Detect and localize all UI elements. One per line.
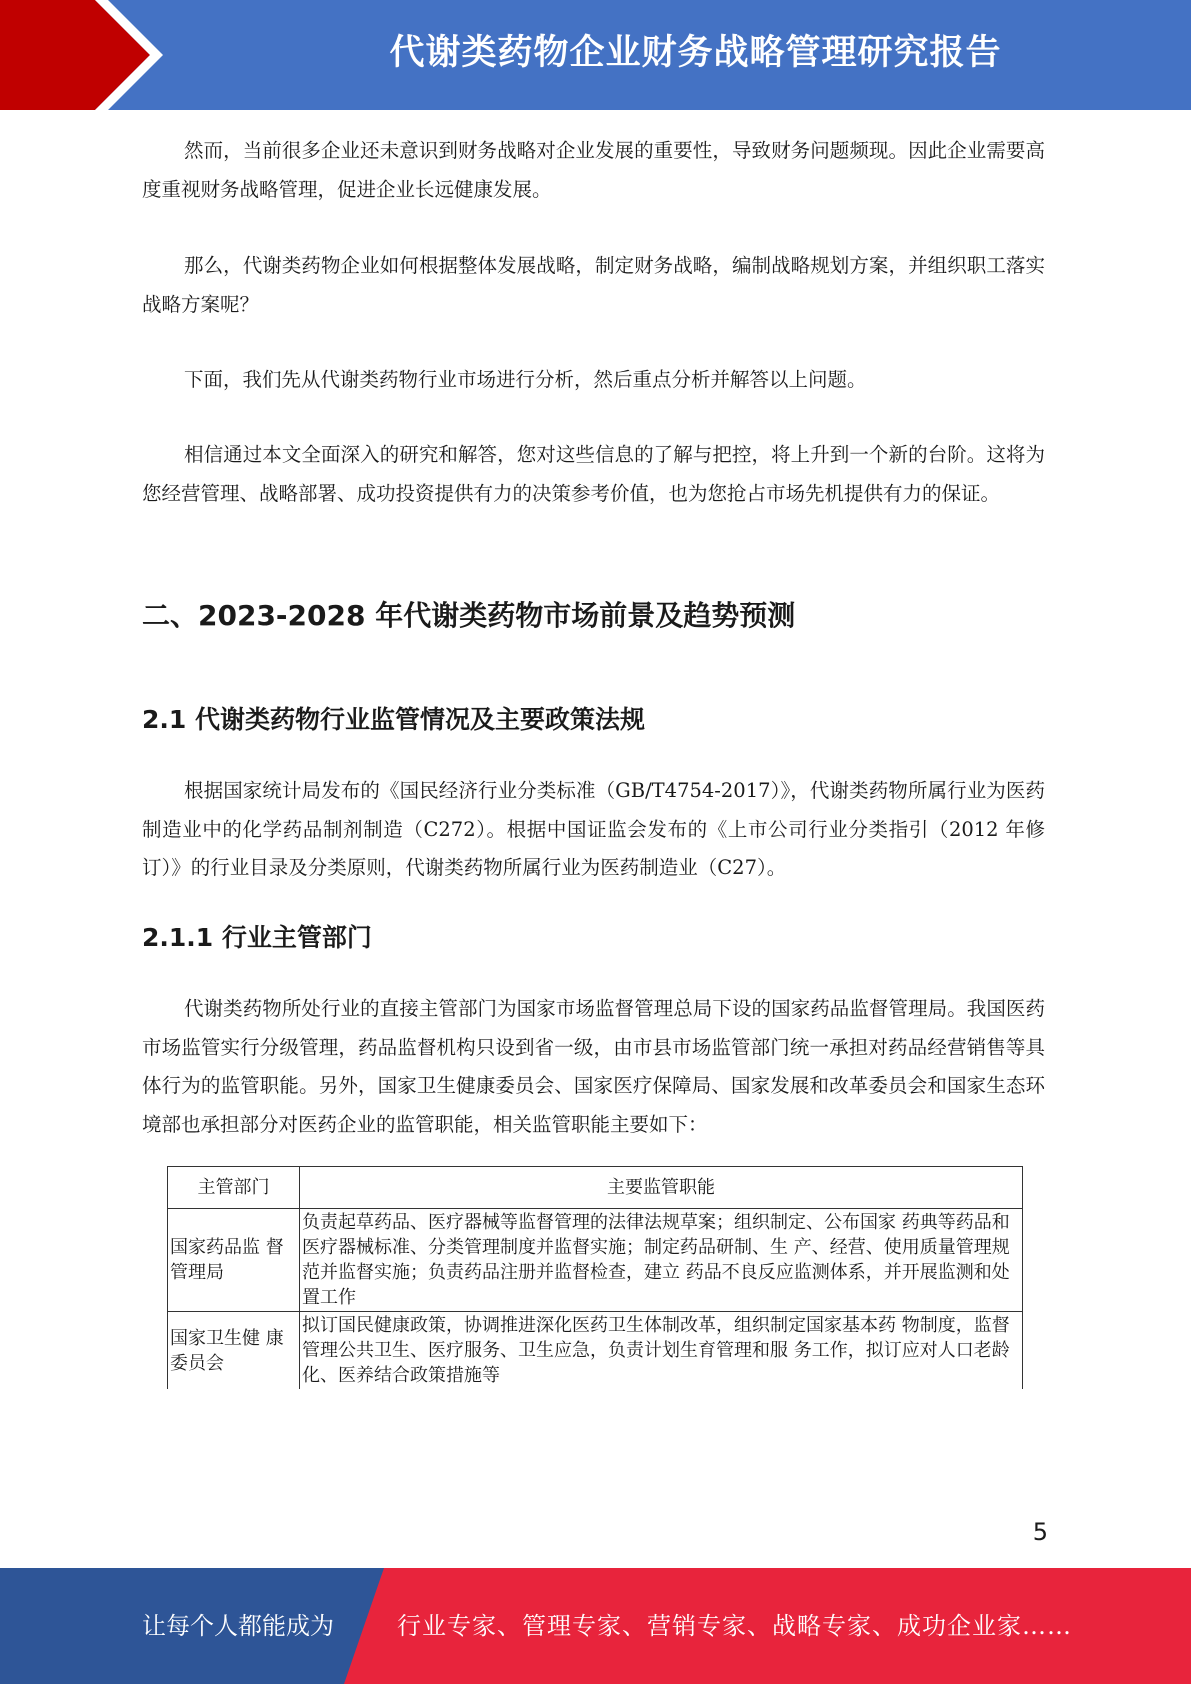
table-header-row xyxy=(168,1167,1023,1209)
subsection-heading-2-1-1: 2.1.1 行业主管部门 xyxy=(142,923,372,952)
table-header-dept: 主管部门 xyxy=(168,1167,300,1209)
table-cell-dept: 国家卫生健 康委员会 xyxy=(168,1312,300,1390)
regulator-table xyxy=(167,1166,1023,1389)
paragraph-2-1: 根据国家统计局发布的《国民经济行业分类标准（GB/T4754-2017）》，代谢类药物所属行业为医药制造业中的化学药品制剂制造（C272）。根据中国证监会发布的《上市公司行业分类指引（2012 年修订）》的行业目录及分类原则，代谢类药物所属行业为医药制造业（C27）。 xyxy=(142,779,1045,879)
footer-slogan-right: 行业专家、管理专家、营销专家、战略专家、成功企业家…… xyxy=(397,1612,1072,1640)
paragraph-intro-1: 然而，当前很多企业还未意识到财务战略对企业发展的重要性，导致财务问题频现。因此企业需要高度重视财务战略管理，促进企业长远健康发展。 xyxy=(142,139,1045,201)
report-title: 代谢类药物企业财务战略管理研究报告 xyxy=(389,33,1002,73)
table-row xyxy=(168,1312,1023,1390)
header-banner xyxy=(0,0,1191,110)
subsection-heading-2-1: 2.1 代谢类药物行业监管情况及主要政策法规 xyxy=(142,705,645,734)
paragraph-2-1-1: 代谢类药物所处行业的直接主管部门为国家市场监督管理总局下设的国家药品监督管理局。我国医药市场监管实行分级管理，药品监督机构只设到省一级，由市县市场监管部门统一承担对药品经营销售等具体行为的监管职能。另外，国家卫生健康委员会、国家医疗保障局、国家发展和改革委员会和国家生态环境部也承担部分对医药企业的监管职能，相关监管职能主要如下： xyxy=(142,997,1045,1136)
table-cell-duty: 拟订国民健康政策，协调推进深化医药卫生体制改革，组织制定国家基本药 物制度，监督管理公共卫生、医疗服务、卫生应急，负责计划生育管理和服 务工作，拟订应对人口老龄化、医养结合政策措施等 xyxy=(300,1312,1023,1390)
paragraph-intro-2: 那么，代谢类药物企业如何根据整体发展战略，制定财务战略，编制战略规划方案，并组织职工落实战略方案呢？ xyxy=(142,254,1045,316)
footer-slogan-left: 让每个人都能成为 xyxy=(142,1612,334,1640)
paragraph-intro-3: 下面，我们先从代谢类药物行业市场进行分析，然后重点分析并解答以上问题。 xyxy=(184,368,867,391)
paragraph-intro-4: 相信通过本文全面深入的研究和解答，您对这些信息的了解与把控，将上升到一个新的台阶。这将为您经营管理、战略部署、成功投资提供有力的决策参考价值，也为您抢占市场先机提供有力的保证。 xyxy=(142,443,1045,505)
footer-banner xyxy=(0,1568,1191,1684)
section-heading-2: 二、2023-2028 年代谢类药物市场前景及趋势预测 xyxy=(142,599,796,632)
table-cell-dept: 国家药品监 督管理局 xyxy=(168,1209,300,1312)
table-row xyxy=(168,1209,1023,1312)
page-number: 5 xyxy=(1032,1518,1048,1546)
table-cell-duty: 负责起草药品、医疗器械等监督管理的法律法规草案；组织制定、公布国家 药典等药品和医疗器械标准、分类管理制度并监督实施；制定药品研制、生 产、经营、使用质量管理规范并监督实施；负责药品注册并监督检查，建立 药品不良反应监测体系，并开展监测和处置工作 xyxy=(300,1209,1023,1312)
table-header-duty: 主要监管职能 xyxy=(300,1167,1023,1209)
